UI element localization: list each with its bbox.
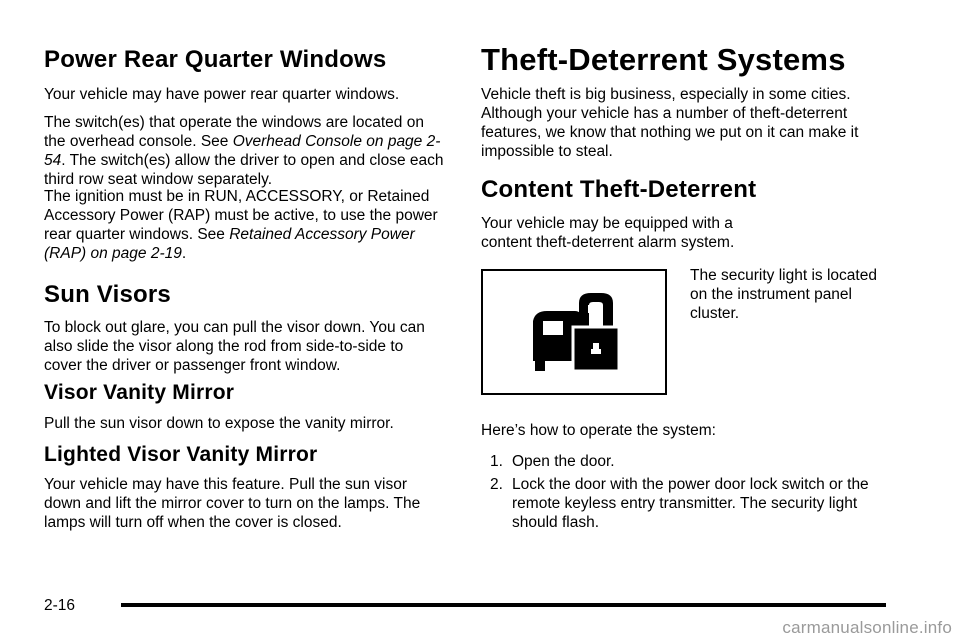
security-light-icon (529, 291, 621, 375)
text: The ignition must be in RUN, ACCESSORY, or Retained Accessory Power (RAP) must be active, to use the power rear quarter windows. See (44, 188, 438, 243)
paragraph: Here’s how to operate the system: (481, 422, 716, 439)
paragraph: Your vehicle may be equipped with a content theft-deterrent alarm system. (481, 215, 735, 251)
paragraph: Vehicle theft is big business, especially in some cities. Although your vehicle has a number of theft-deterrent features, we know that nothing we put on it can make it impossible to steal. (481, 86, 859, 160)
paragraph (44, 187, 444, 263)
list-number: 2. (490, 476, 503, 493)
section-heading-sun-visors: Sun Visors (44, 281, 171, 308)
section-heading-theft-deterrent-systems: Theft-Deterrent Systems (481, 42, 846, 77)
text: The switch(es) that operate the windows are located on the overhead console. See (44, 114, 424, 150)
list-item-text: Open the door. (512, 453, 615, 470)
paragraph: Your vehicle may have this feature. Pull the sun visor down and lift the mirror cover to turn on the lamps. The lamps will turn off when the cover is closed. (44, 476, 421, 531)
section-heading-visor-vanity-mirror: Visor Vanity Mirror (44, 381, 235, 404)
footer-rule (121, 603, 886, 607)
section-heading-content-theft-deterrent: Content Theft-Deterrent (481, 176, 757, 203)
cross-reference-link[interactable]: Overhead Console on page 2-54 (44, 133, 441, 169)
text: . The switch(es) allow the driver to open and close each third row seat window separately. (44, 152, 444, 188)
icon-caption: The security light is located on the instrument panel cluster. (690, 267, 877, 322)
paragraph: To block out glare, you can pull the visor down. You can also slide the visor along the rod from side-to-side to cover the driver or passenger front window. (44, 319, 425, 374)
page-number: 2-16 (44, 597, 76, 614)
cross-reference-link[interactable]: Retained Accessory Power (RAP) on page 2-19 (44, 226, 415, 262)
security-light-figure (481, 269, 667, 395)
section-heading-lighted-visor-vanity-mirror: Lighted Visor Vanity Mirror (44, 443, 318, 466)
paragraph (44, 113, 444, 189)
paragraph: Your vehicle may have power rear quarter windows. (44, 86, 400, 103)
text: . (181, 245, 187, 262)
section-heading-power-rear-quarter-windows: Power Rear Quarter Windows (44, 46, 387, 73)
paragraph: Pull the sun visor down to expose the vanity mirror. (44, 415, 394, 432)
list-item-text: Lock the door with the power door lock switch or the remote keyless entry transmitter. The security light should flash. (512, 476, 869, 531)
list-number: 1. (490, 453, 503, 470)
watermark: carmanualsonline.info (782, 618, 952, 637)
